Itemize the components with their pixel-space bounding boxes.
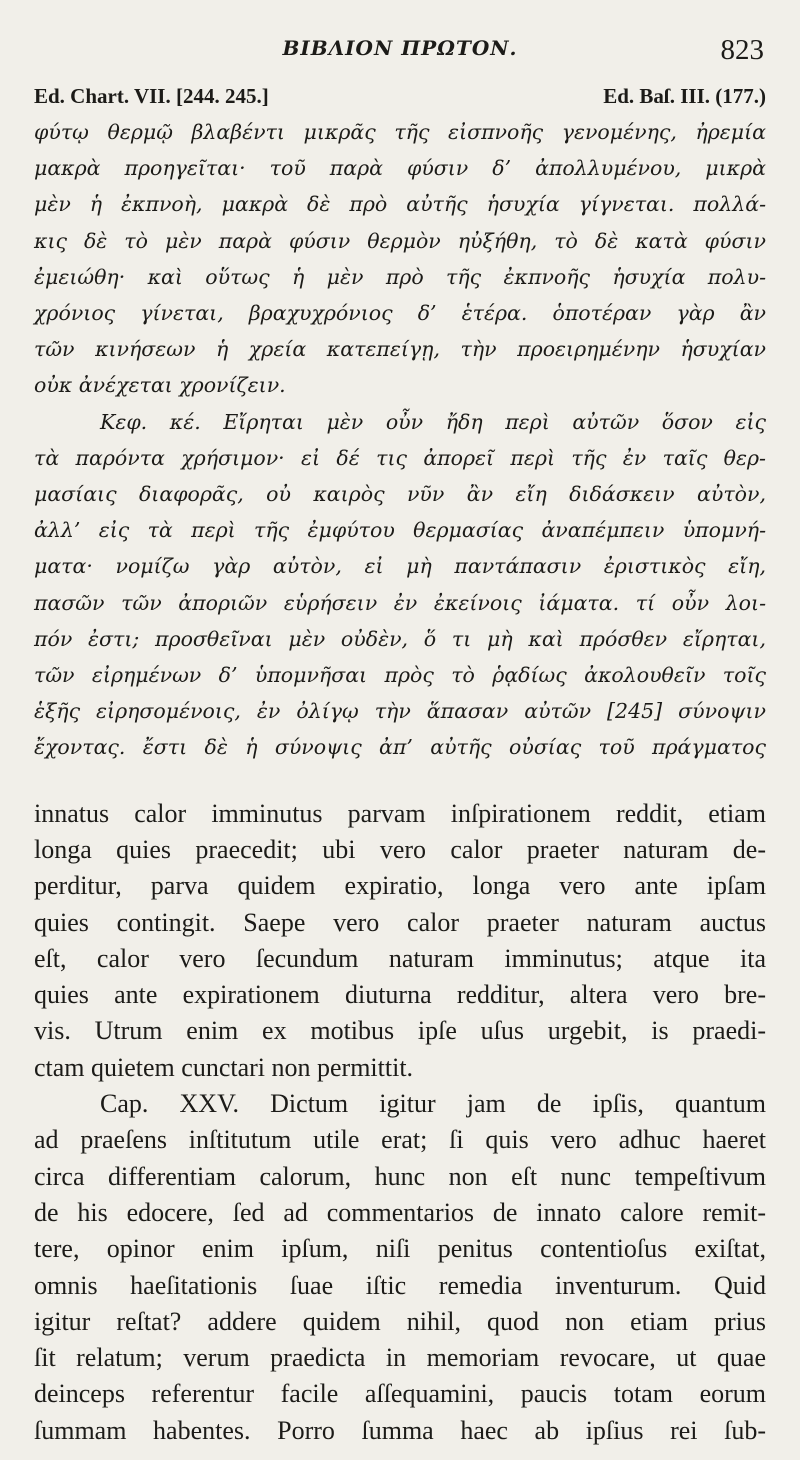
greek-line: ἀλλ’ εἰς τὰ περὶ τῆς ἐμφύτου θερμασίας ἀναπέμπειν ὑπομνή- — [34, 518, 766, 543]
latin-line: deinceps referentur facile aſſequamini, paucis totam eorum — [34, 1379, 766, 1409]
greek-line: ἐμειώθη· καὶ οὕτως ἡ μὲν πρὸ τῆς ἐκπνοῆς ἡσυχία πολυ- — [34, 264, 766, 289]
greek-line: τῶν εἰρημένων δ’ ὑπομνῆσαι πρὸς τὸ ῥᾳδίως ἀκολουθεῖν τοῖς — [34, 663, 766, 688]
edition-chartier: Ed. Chart. VII. [244. 245.] — [34, 84, 269, 108]
latin-line: ſit relatum; verum praedicta in memoriam revocare, ut quae — [34, 1343, 766, 1373]
latin-line: quies ante expirationem diuturna redditur, altera vero bre- — [34, 980, 766, 1010]
latin-text — [34, 796, 766, 1449]
latin-line: ad praeſens inſtitutum utile erat; ſi quis vero adhuc haeret — [34, 1125, 766, 1155]
page-number: 823 — [720, 34, 764, 66]
greek-line: μακρὰ προηγεῖται· τοῦ παρὰ φύσιν δ’ ἀπολλυμένου, μικρὰ — [34, 156, 766, 181]
greek-line: πασῶν τῶν ἀποριῶν εὑρήσειν ἐν ἐκείνοις ἰάματα. τί οὖν λοι- — [34, 590, 766, 615]
latin-line: tere, opinor enim ipſum, niſi penitus contentioſus exiſtat, — [34, 1234, 766, 1264]
edition-basel: Ed. Baſ. III. (177.) — [603, 84, 766, 108]
greek-line: τῶν κινήσεων ἡ χρεία κατεπείγῃ, τὴν προειρημένην ἡσυχίαν — [34, 337, 766, 362]
greek-line: φύτῳ θερμῷ βλαβέντι μικρᾶς τῆς εἰσπνοῆς γενομένης, ἠρεμία — [34, 120, 766, 144]
edition-references — [34, 84, 766, 110]
latin-line: ctam quietem cunctari non permittit. — [34, 1052, 414, 1082]
running-head — [34, 22, 766, 66]
greek-line: οὐκ ἀνέχεται χρονίζειν. — [34, 373, 286, 398]
greek-line: πόν ἐστι; προσθεῖναι μὲν οὐδὲν, ὅ τι μὴ καὶ πρόσθεν εἴρηται, — [34, 626, 766, 651]
latin-line: vis. Utrum enim ex motibus ipſe uſus urgebit, is praedi- — [34, 1016, 766, 1046]
greek-line: τὰ παρόντα χρήσιμον· εἰ δέ τις ἀπορεῖ περὶ τῆς ἐν ταῖς θερ- — [34, 445, 766, 470]
greek-line: ἔχοντας. ἔστι δὲ ἡ σύνοψις ἀπ’ αὐτῆς οὐσίας τοῦ πράγματος — [34, 735, 766, 760]
latin-line: longa quies praecedit; ubi vero calor praeter naturam de- — [34, 834, 766, 864]
latin-line: eſt, calor vero ſecundum naturam imminutus; atque ita — [34, 943, 766, 973]
latin-line: omnis haeſitationis ſuae iſtic remedia inventurum. Quid — [34, 1270, 766, 1300]
greek-line: χρόνιος γίνεται, βραχυχρόνιος δ’ ἑτέρα. ὁποτέραν γὰρ ἂν — [34, 301, 766, 326]
latin-line: perditur, parva quidem expiratio, longa vero ante ipſam — [34, 871, 766, 901]
latin-line: innatus calor imminutus parvam inſpirationem reddit, etiam — [34, 798, 766, 828]
greek-line: μασίαις διαφορᾶς, οὐ καιρὸς νῦν ἂν εἴη διδάσκειν αὐτὸν, — [34, 482, 766, 507]
latin-line: igitur reſtat? addere quidem nihil, quod non etiam prius — [34, 1306, 766, 1336]
greek-line: ματα· νομίζω γὰρ αὐτὸν, εἰ μὴ παντάπασιν ἐριστικὸς εἴη, — [34, 554, 766, 579]
greek-line: ἑξῆς εἰρησομένοις, ἐν ὀλίγῳ τὴν ἅπασαν αὐτῶν [245] σύνοψιν — [34, 699, 766, 724]
greek-line: κις δὲ τὸ μὲν παρὰ φύσιν θερμὸν ηὐξήθη, τὸ δὲ κατὰ φύσιν — [34, 228, 766, 253]
latin-line: de his edocere, ſed ad commentarios de innato calore remit- — [34, 1197, 766, 1227]
latin-line: quies contingit. Saepe vero calor praeter naturam auctus — [34, 907, 766, 937]
latin-line: circa differentiam calorum, hunc non eſt nunc tempeſtivum — [34, 1161, 766, 1191]
greek-line: μὲν ἡ ἐκπνοὴ, μακρὰ δὲ πρὸ αὐτῆς ἡσυχία γίγνεται. πολλά- — [34, 192, 766, 217]
greek-text — [34, 114, 766, 766]
book-title: ΒΙΒΛΙΟΝ ΠΡΩΤΟΝ. — [282, 36, 518, 60]
latin-chapter-start: Cap. XXV. Dictum igitur jam de ipſis, quantum — [100, 1089, 766, 1119]
latin-line: ſummam habentes. Porro ſumma haec ab ipſius rei ſub- — [34, 1415, 766, 1445]
greek-chapter-start: Κεφ. κέ. Εἴρηται μὲν οὖν ἤδη περὶ αὐτῶν ὅσον εἰς — [100, 409, 766, 434]
